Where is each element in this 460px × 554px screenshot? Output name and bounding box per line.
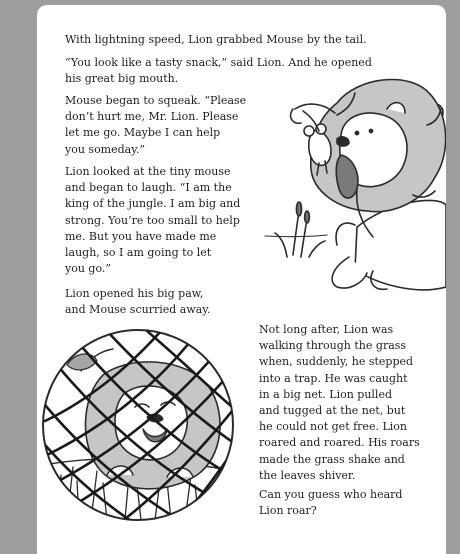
story-paragraph-4: Lion looked at the tiny mouse and began to laugh. “I am the king of the jungle. I am big and strong. You’re too small to help me. But you have made me laugh, so I am going to let you go.” xyxy=(65,165,241,276)
lion-trapped-in-net-illustration xyxy=(37,5,446,554)
story-paragraph-2: “You look like a tasty snack,” said Lion. And he opened his great big mouth. xyxy=(65,56,372,86)
storybook-page xyxy=(37,5,446,554)
story-paragraph-1: With lightning speed, Lion grabbed Mouse by the tail. xyxy=(65,33,367,46)
story-paragraph-5: Lion opened his big paw, and Mouse scurried away. xyxy=(65,287,211,317)
story-paragraph-3: Mouse began to squeak. “Please don’t hurt me, Mr. Lion. Please let me go. Maybe I can help you someday.” xyxy=(65,94,247,156)
story-paragraph-6: Not long after, Lion was walking through the grass when, suddenly, he stepped into a trap. He was caught in a big net. Lion pulled and tugged at the net, but he could not get free. Lion roared and roared. His roars made the grass shake and the leaves shiver. xyxy=(259,323,420,482)
story-paragraph-7: Can you guess who heard Lion roar? xyxy=(259,488,403,518)
